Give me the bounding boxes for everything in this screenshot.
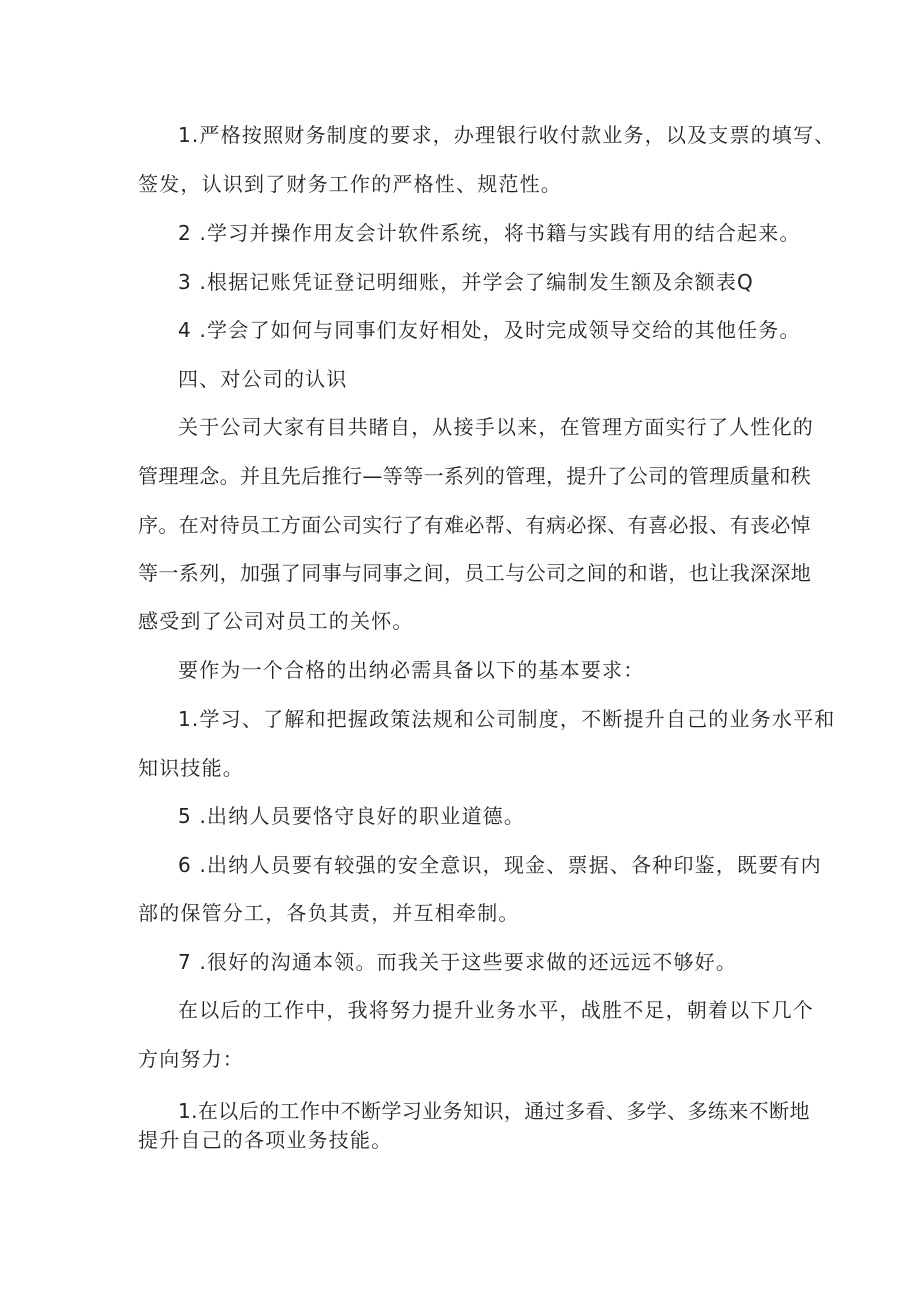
text-line: 知识技能。 [138,756,244,780]
text-line: 2 .学习并操作用友会计软件系统，将书籍与实践有用的结合起来。 [178,221,801,245]
section-heading: 四、对公司的认识 [178,367,348,391]
text-line: 序。在对待员工方面公司实行了有难必帮、有病必探、有喜必报、有丧必悼 [138,513,812,537]
text-line: 要作为一个合格的出纳必需具备以下的基本要求： [178,658,645,682]
text-line: 4 .学会了如何与同事们友好相处，及时完成领导交给的其他任务。 [178,318,801,342]
text-line: 7 .很好的沟通本领。而我关于这些要求做的还远远不够好。 [178,950,738,974]
text-line: 在以后的工作中，我将努力提升业务水平，战胜不足，朝着以下几个 [178,998,814,1022]
text-line: 1.在以后的工作中不断学习业务知识，通过多看、多学、多练来不断地 [178,1099,810,1123]
text-line: 1.学习、了解和把握政策法规和公司制度，不断提升自己的业务水平和 [178,707,836,731]
text-line: 部的保管分工，各负其责，并互相牵制。 [138,901,520,925]
text-line: 1.严格按照财务制度的要求，办理银行收付款业务，以及支票的填写、 [178,123,836,147]
text-line: 签发，认识到了财务工作的严格性、规范性。 [138,172,562,196]
text-line: 3 .根据记账凭证登记明细账，并学会了编制发生额及余额表Q [178,270,754,294]
text-line: 提升自己的各项业务技能。 [138,1128,393,1152]
text-line: 感受到了公司对员工的关怀。 [138,609,414,633]
text-line: 管理理念。并且先后推行—等等一系列的管理，提升了公司的管理质量和秩 [138,464,812,488]
text-line: 等一系列，加强了同事与同事之间，员工与公司之间的和谐，也让我深深地 [138,561,812,585]
text-line: 6 .出纳人员要有较强的安全意识，现金、票据、各种印鉴，既要有内 [178,853,822,877]
text-line: 方向努力： [138,1047,244,1071]
text-line: 关于公司大家有目共睹自，从接手以来，在管理方面实行了人性化的 [178,415,814,439]
text-line: 5 .出纳人员要恪守良好的职业道德。 [178,804,526,828]
